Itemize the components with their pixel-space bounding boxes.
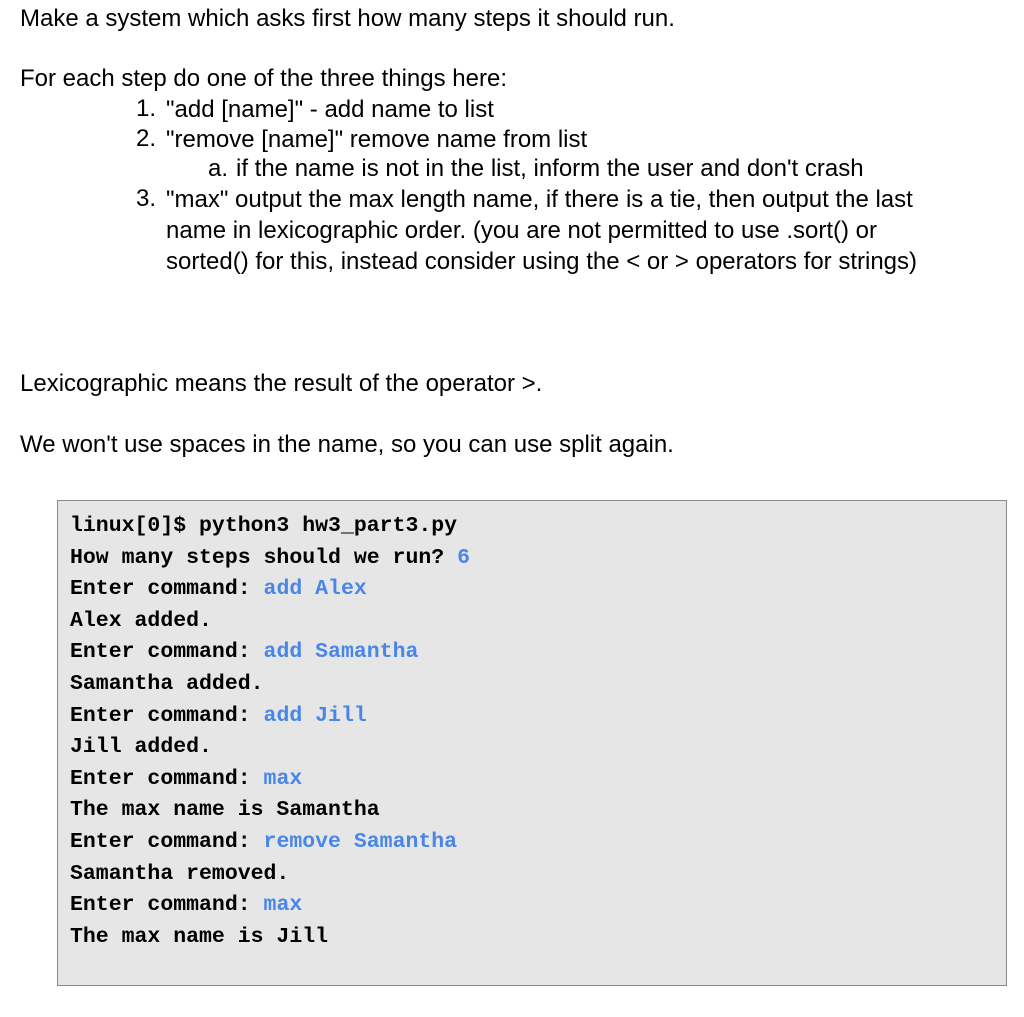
terminal-prompt: Samantha added.	[70, 671, 264, 696]
terminal-prompt: How many steps should we run?	[70, 545, 458, 570]
terminal-prompt: The max name is Samantha	[70, 798, 380, 823]
terminal-user-input: add Alex	[263, 577, 367, 602]
terminal-user-input: 6	[457, 545, 470, 570]
terminal-user-input: max	[263, 893, 303, 918]
terminal-prompt: Jill added.	[70, 735, 212, 760]
terminal-prompt: Enter command:	[70, 893, 264, 918]
terminal-prompt: linux[0]$ python3 hw3_part3.py	[70, 514, 458, 538]
terminal-prompt: Enter command:	[70, 703, 264, 728]
terminal-line	[70, 637, 1006, 669]
list-item-text: "remove [name]" remove name from list	[166, 126, 588, 153]
list-item-text: "add [name]" - add name to list	[166, 96, 494, 123]
sublist-item-text: if the name is not in the list, inform the user and don't crash	[236, 155, 864, 182]
terminal-line	[70, 859, 1006, 891]
terminal-line	[70, 764, 1006, 796]
terminal-line	[70, 890, 1006, 922]
terminal-line	[70, 701, 1006, 733]
terminal-line	[70, 606, 1006, 638]
terminal-line	[70, 795, 1006, 827]
sublist-marker: a.	[208, 155, 229, 182]
terminal-prompt: The max name is Jill	[70, 924, 329, 949]
list-marker: 1.	[136, 95, 157, 122]
list-marker: 3.	[136, 185, 157, 212]
intro-paragraph: Make a system which asks first how many steps it should run.	[20, 5, 675, 32]
terminal-line	[70, 511, 1006, 543]
terminal-prompt: Enter command:	[70, 829, 264, 854]
terminal-line	[70, 732, 1006, 764]
terminal-user-input: add Samantha	[263, 640, 419, 665]
terminal-prompt: Samantha removed.	[70, 861, 290, 886]
list-marker: 2.	[136, 125, 157, 152]
terminal-prompt: Enter command:	[70, 766, 264, 791]
terminal-line	[70, 543, 1006, 575]
terminal-output	[57, 500, 1007, 986]
terminal-prompt: Enter command:	[70, 640, 264, 665]
spaces-note: We won't use spaces in the name, so you can use split again.	[20, 431, 674, 458]
terminal-line	[70, 827, 1006, 859]
list-item-text: "max" output the max length name, if there is a tie, then output the last name in lexicographic order. (you are not permitted to use .sort() or sorted() for this, instead consider using the < or > operators for strings)	[166, 186, 918, 275]
terminal-prompt: Enter command:	[70, 577, 264, 602]
terminal-user-input: max	[263, 766, 303, 791]
steps-intro-paragraph: For each step do one of the three things here:	[20, 65, 507, 92]
lexicographic-note: Lexicographic means the result of the operator >.	[20, 370, 543, 397]
terminal-line	[70, 574, 1006, 606]
terminal-line	[70, 922, 1006, 954]
terminal-prompt: Alex added.	[70, 608, 212, 633]
terminal-user-input: add Jill	[263, 703, 367, 728]
terminal-user-input: remove Samantha	[263, 829, 458, 854]
terminal-line	[70, 669, 1006, 701]
